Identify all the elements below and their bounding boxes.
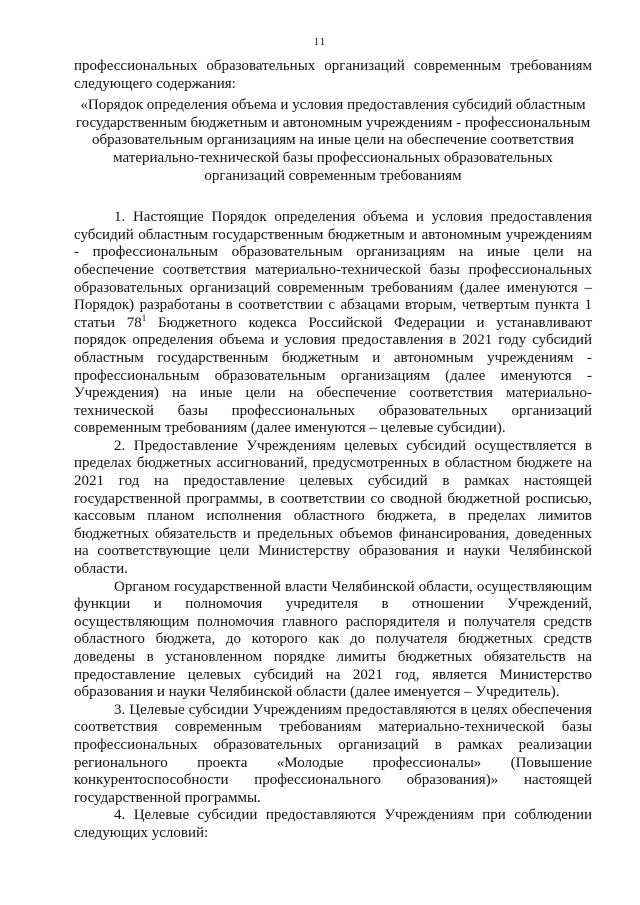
document-body bbox=[74, 58, 592, 843]
paragraph-1-part-a: 1. Настоящие Порядок определения объема и условия предоставления субсидий областным государственным бюджетным и автономным учреждениям - профессиональным образовательным организациям на иные цели на обеспечение соответствия материально-технической базы профессиональных образовательных организаций современным требованиям (далее именуются – Порядок) разработаны в соответствии с абзацами вторым, четвертым пункта 1 статьи 78 bbox=[74, 209, 592, 331]
paragraph-1-part-b: Бюджетного кодекса Российской Федерации и устанавливают порядок определения объема и условия предоставления в 2021 году субсидий областным государственным бюджетным и автономным учреждениям - профессиональным образовательным организациям (далее именуются - Учреждения) на иные цели на обеспечение соответствия материально-технической базы профессиональных образовательных организаций современным требованиям (далее именуются – целевые субсидии). bbox=[74, 314, 592, 437]
document-heading: «Порядок определения объема и условия предоставления субсидий областным государственным бюджетным и автономным учреждениям - профессиональным образовательным организациям на иные цели на обеспечение соответствия материально-технической базы профессиональных образовательных организаций современным требованиям bbox=[75, 97, 591, 184]
article-superscript: 1 bbox=[141, 312, 147, 323]
paragraph-3: 3. Целевые субсидии Учреждениям предоставляются в целях обеспечения соответствия современным требованиям материально-технической базы профессиональных образовательных организаций в рамках реализации регионального проекта «Молодые профессионалы» (Повышение конкурентоспособности профессионального образования)» настоящей государственной программы. bbox=[74, 701, 592, 806]
paragraph-2-continued: Органом государственной власти Челябинской области, осуществляющим функции и полномочия учредителя в отношении Учреждений, осуществляющим полномочия главного распорядителя и получателя средств областного бюджета, до которого как до получателя бюджетных средств доведены в установленном порядке лимиты бюджетных обязательств на предоставление целевых субсидий на 2021 год, является Министерство образования и науки Челябинской области (далее именуется – Учредитель). bbox=[74, 578, 592, 701]
paragraph-4: 4. Целевые субсидии предоставляются Учреждениям при соблюдении следующих условий: bbox=[74, 807, 592, 841]
page-number: 11 bbox=[313, 36, 327, 48]
section-spacer bbox=[74, 185, 592, 209]
paragraph-2: 2. Предоставление Учреждениям целевых субсидий осуществляется в пределах бюджетных ассигнований, предусмотренных в областном бюджете на 2021 год на предоставление целевых субсидий в рамках настоящей государственной программы, в соответствии со сводной бюджетной росписью, кассовым планом исполнения областного бюджета, в пределах лимитов бюджетных обязательств и предельных объемов финансирования, доведенных на соответствующие цели Министерству образования и науки Челябинской области. bbox=[74, 437, 592, 578]
intro-paragraph: профессиональных образовательных организаций современным требованиям следующего содержания: bbox=[74, 58, 592, 92]
paragraph-1 bbox=[74, 209, 592, 438]
